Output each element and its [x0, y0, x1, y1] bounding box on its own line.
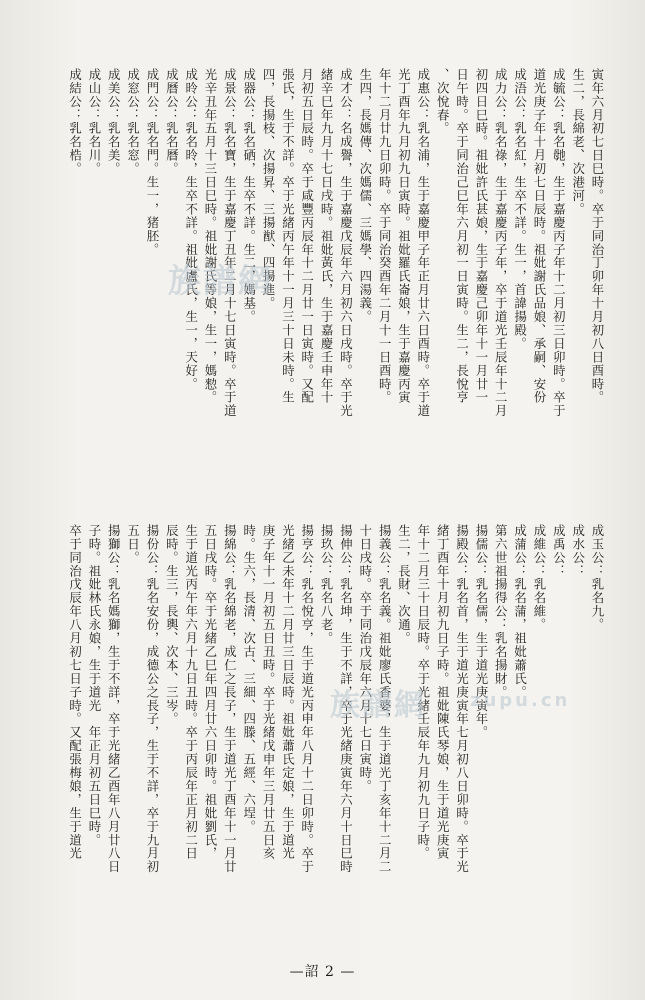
text-column: 揚伸公：乳名坤，生于不詳，卒于光緒庚寅年六月十日巳時 [338, 524, 354, 874]
text-column: 揚份公：乳名安份，成德公之長子，生于不詳，卒于九月初 [144, 524, 160, 874]
text-column: 張氏，生于不詳。卒于光緒丙午年十一月三十日未時。生 [280, 68, 296, 405]
text-column: 成美公：乳名美。 [106, 68, 122, 176]
text-column: 成曆公：乳名曆。 [164, 68, 180, 176]
text-column: 緒丁酉年十月初九日子時。祖妣陳氏琴娘，生于道光庚寅 [435, 524, 451, 861]
text-column: 成門公：乳名門。生一，猪胚。 [144, 68, 160, 257]
text-column: 成結公：乳名梏。 [67, 68, 83, 176]
text-column: 成窓公：乳名窓。 [125, 68, 141, 176]
text-column: 生于道光丙午年六月十九日丑時。卒于丙辰年正月初二日 [183, 524, 199, 861]
text-column: 揚儒公：乳名儒，生于道光庚寅年。 [473, 524, 489, 740]
text-column: 寅年六月初七日巳時。卒于同治丁卯年十月初八日酉時。 [590, 68, 605, 405]
text-column: 十日戌時。卒于同治戊辰年六月十七日寅時。 [357, 524, 373, 793]
text-column: 光緒乙未年十二月廿三日辰時。祖妣蕭氏定娘，生于道光 [280, 524, 296, 861]
text-column: 揚殿公：乳名首，生于道光庚寅年七月初八日卯時。卒于光 [454, 524, 470, 874]
text-column: 光丁酉年九月初九日寅時。祖妣羅氏崙娘，生于嘉慶丙寅 [396, 68, 412, 405]
text-column: 緒辛巳年九月十七日戌時。祖妣黃氏，生于嘉慶壬申年十 [319, 68, 335, 405]
text-column: 揚玖公：乳名八老。 [319, 524, 335, 646]
text-column: 成力公：乳名祿，生于嘉慶丙子年，卒于道光壬辰年十二月 [493, 68, 509, 418]
text-column: 時。生六，長清、次古、三細、四滕、五經、六埕。 [241, 524, 257, 834]
text-column: 初四日巳時。祖妣許氏甚娘，生于嘉慶己卯年十一月廿一 [473, 68, 489, 405]
text-column: 光辛丑年五月十三日巳時。祖妣謝氏等娘，生一，媽愸。 [203, 68, 218, 405]
text-column: 成玉公：乳名九。 [590, 524, 605, 632]
text-column: 日午時。卒于同治己巳年六月初一日寅時。生二，長悅亨 [454, 68, 470, 405]
text-column: 成山公：乳名川。 [86, 68, 102, 176]
text-column: 、次悅春。 [435, 68, 451, 136]
text-column: 揚亨公：乳名悅亨，生于道光丙申年八月十二日卯時。卒于 [299, 524, 315, 874]
text-column: 年十二月三十日辰時。卒于光緒壬辰年九月初九日子時。 [415, 524, 431, 861]
text-column: 成器公：乳名硒，生卒不詳。生二，媽基。 [241, 68, 257, 324]
page-number: —詔 2 — [289, 964, 356, 980]
text-column: 年十二月廿九日卯時。卒于同治癸酉年二月十一日酉時。 [377, 68, 393, 405]
text-column: 成浯公：乳名紅，生卒不詳。生一，首諱揚殿。 [512, 68, 528, 351]
text-column: 五日戌時。卒于光緒乙巳年四月廿六日卯時。祖妣劉氏， [203, 524, 218, 861]
text-column: 月初五日辰時。卒于咸豐丙辰年十二月廿一日寅時。又配 [299, 68, 315, 405]
watermark-url: zupu.cn [470, 690, 571, 711]
text-column: 第六世祖揚得公：乳名揚財。 [493, 524, 509, 699]
text-column: 四，長揚枝、次揚昇、三揚猷、四揚進。 [261, 68, 277, 311]
text-column: 辰時。生三，長輿、次本、三岑。 [164, 524, 180, 726]
text-column: 成維公：乳名維。 [531, 524, 547, 632]
text-column: 五日。 [125, 524, 141, 565]
text-column: 成禹公： [551, 524, 567, 578]
text-column: 成蒲公：乳名蒲，祖妣蕭氏。 [512, 524, 528, 699]
text-column: 子時。祖妣林氏永娘，生于道光 年正月初五日巳時。 [86, 524, 102, 847]
text-column: 成昤公：乳名昤，生卒不詳。祖妣盧氏，生一，天好。 [183, 68, 199, 391]
watermark-bottom: 族譜網 [330, 688, 426, 723]
text-column: 生二，長財、次通。 [396, 524, 412, 646]
text-column: 道光庚子年十月初七日辰時。祖妣謝氏品娘、承嗣、安份 [531, 68, 547, 405]
text-column: 成才公：名成譽，生于嘉慶戊辰年六月初六日戌時。卒于光 [338, 68, 354, 418]
text-column: 揚獅公：乳名媽獅，生于不詳，卒于光緒乙酉年八月廿八日 [106, 524, 122, 874]
text-column: 成景公：乳名寶，生于嘉慶丁丑年二月十七日寅時。卒于道 [222, 68, 238, 418]
watermark-top: 族譜網 [168, 261, 273, 300]
text-column: 揚綿公：乳名綿老，成仁之長子，生于道光丁酉年十一月廿 [222, 524, 238, 874]
text-column: 生四，長媽傳、次媽儒、三媽學、四湯義。 [357, 68, 373, 324]
text-column: 庚子年十一月初五日丑時。卒于光緒戊申年三月廿五日亥 [261, 524, 277, 861]
text-column: 成毓公：乳名毑，生于嘉慶丙子年十二月初三日卯時。卒于 [551, 68, 567, 418]
text-column: 生二，長綿老、次港河。 [570, 68, 586, 216]
text-column: 成惠公：乳名浦，生于嘉慶甲子年正月廿六日酉時。卒于道 [415, 68, 431, 418]
text-column: 成水公： [570, 524, 586, 578]
text-column: 卒于同治戊辰年八月初七日子時。又配張梅娘，生于道光 [67, 524, 83, 861]
text-column: 揚義公：乳名義。祖妣廖氏香婆，生于道光丁亥年十二月二 [377, 524, 393, 874]
